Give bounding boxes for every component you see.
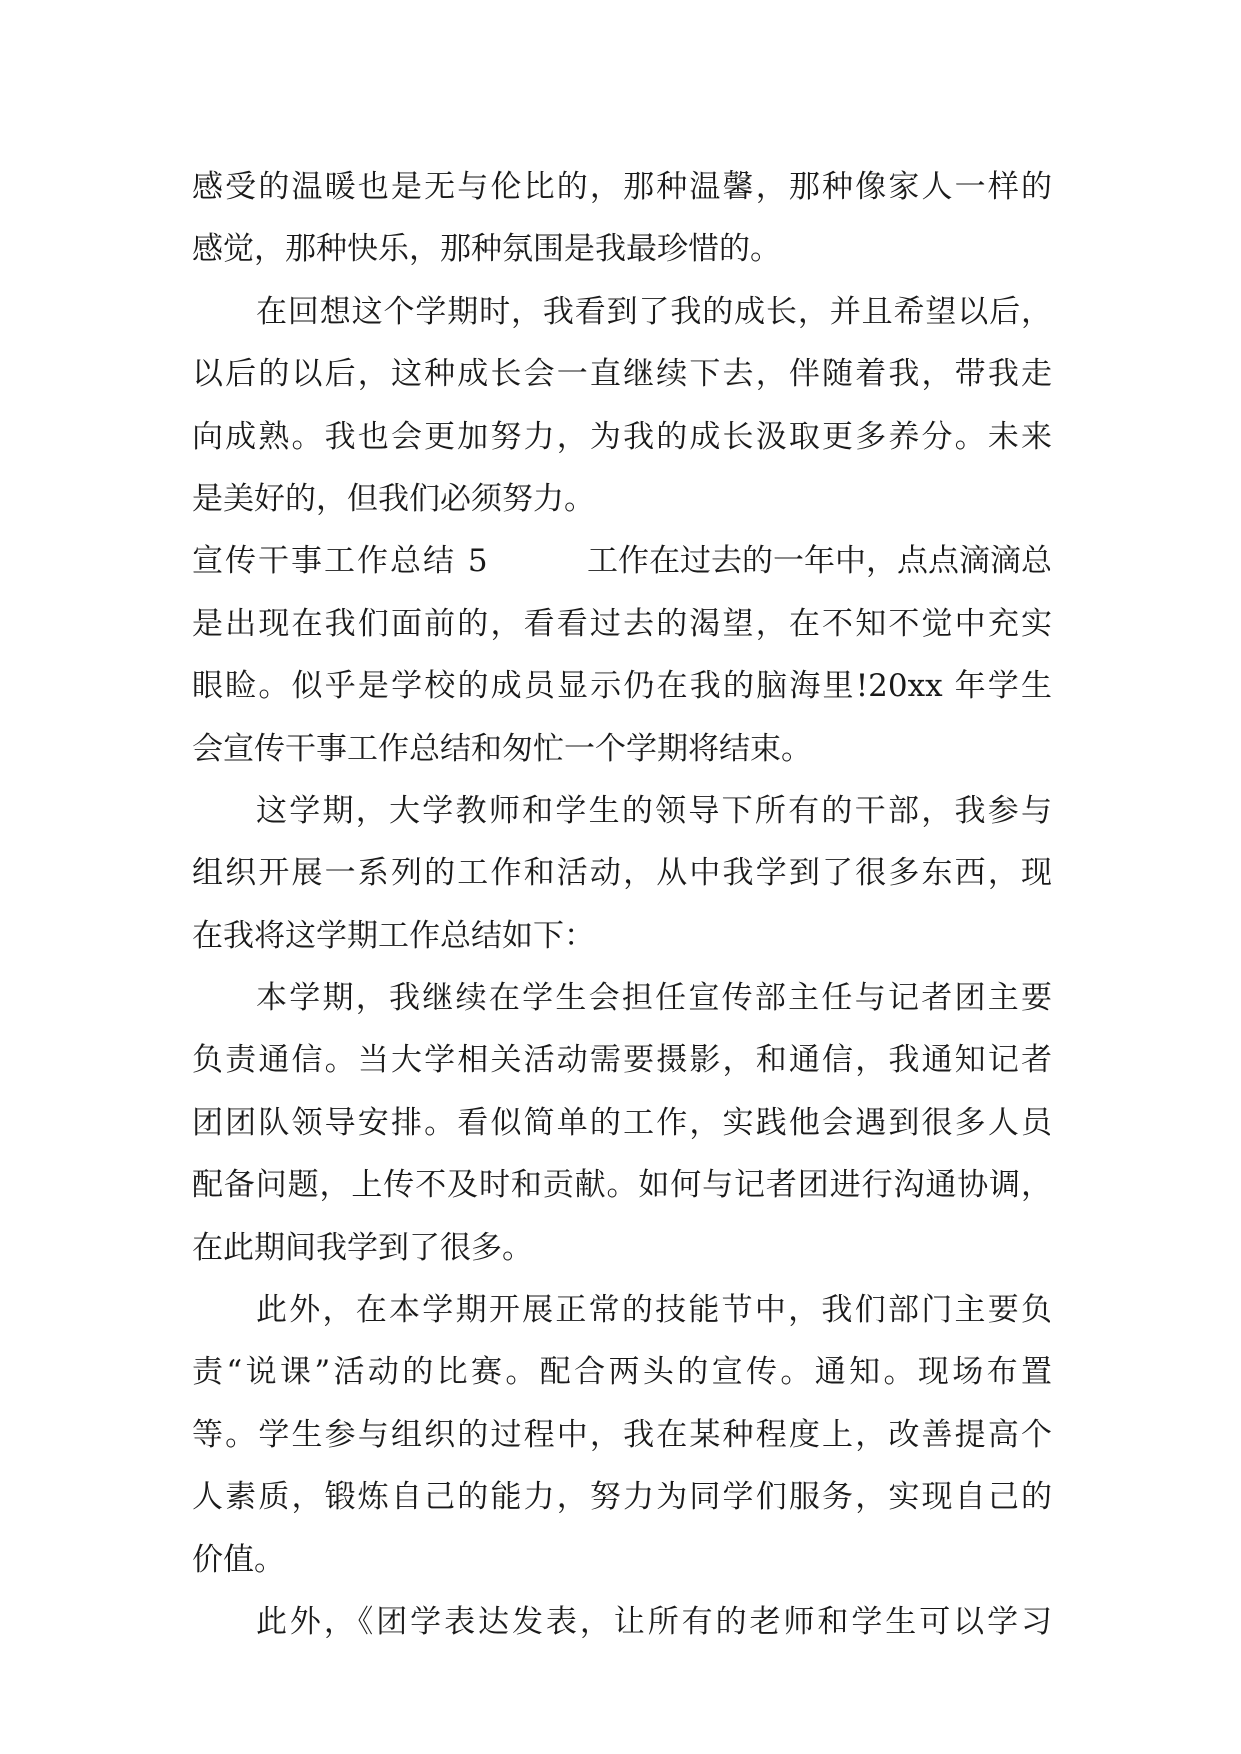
paragraph bbox=[192, 967, 1052, 1279]
text-line: 人素质，锻炼自己的能力，努力为同学们服务，实现自己的 bbox=[192, 1479, 1052, 1516]
text-line: 组织开展一系列的工作和活动，从中我学到了很多东西，现 bbox=[192, 855, 1052, 892]
text-line: 团团队领导安排。看似简单的工作，实践他会遇到很多人员 bbox=[192, 1104, 1052, 1141]
text-line: 是出现在我们面前的，看看过去的渴望，在不知不觉中充实 bbox=[192, 605, 1052, 642]
paragraph bbox=[192, 156, 1052, 281]
text-line: 眼睑。似乎是学校的成员显示仍在我的脑海里!20xx 年学生 bbox=[192, 668, 1052, 705]
text-line: 本学期，我继续在学生会担任宣传部主任与记者团主要 bbox=[256, 980, 1052, 1017]
text-line: 此外，在本学期开展正常的技能节中，我们部门主要负 bbox=[256, 1292, 1052, 1329]
paragraph bbox=[192, 1591, 1052, 1653]
text-line: 感觉，那种快乐，那种氛围是我最珍惜的。 bbox=[192, 231, 781, 268]
text-line: 以后的以后，这种成长会一直继续下去，伴随着我，带我走 bbox=[192, 356, 1052, 393]
text-line: 价值。 bbox=[192, 1541, 285, 1578]
text-line: 是美好的，但我们必须努力。 bbox=[192, 480, 595, 517]
text-line: 等。学生参与组织的过程中，我在某种程度上，改善提高个 bbox=[192, 1416, 1052, 1453]
text-line: 会宣传干事工作总结和匆忙一个学期将结束。 bbox=[192, 730, 812, 767]
section-heading-line bbox=[192, 530, 1052, 592]
text-line: 感受的温暖也是无与伦比的，那种温馨，那种像家人一样的 bbox=[192, 169, 1052, 205]
paragraph bbox=[192, 780, 1052, 967]
text-line: 负责通信。当大学相关活动需要摄影，和通信，我通知记者 bbox=[192, 1042, 1052, 1079]
section-heading: 宣传干事工作总结 5 bbox=[192, 543, 490, 580]
text-line: 责“说课”活动的比赛。配合两头的宣传。通知。现场布置 bbox=[192, 1354, 1052, 1391]
document-body bbox=[192, 156, 1052, 1653]
text-line: 在回想这个学期时，我看到了我的成长，并且希望以后， bbox=[256, 293, 1052, 330]
text-line: 这学期，大学教师和学生的领导下所有的干部，我参与 bbox=[256, 792, 1052, 829]
text-line: 向成熟。我也会更加努力，为我的成长汲取更多养分。未来 bbox=[192, 418, 1052, 455]
text-line: 在我将这学期工作总结如下： bbox=[192, 917, 595, 954]
text-line: 工作在过去的一年中，点点滴滴总 bbox=[587, 543, 1052, 580]
text-line: 在此期间我学到了很多。 bbox=[192, 1229, 533, 1266]
paragraph bbox=[192, 530, 1052, 780]
paragraph bbox=[192, 281, 1052, 531]
text-line: 配备问题，上传不及时和贡献。如何与记者团进行沟通协调， bbox=[192, 1167, 1052, 1204]
text-line: 此外，《团学表达发表，让所有的老师和学生可以学习 bbox=[256, 1603, 1052, 1640]
paragraph bbox=[192, 1279, 1052, 1591]
